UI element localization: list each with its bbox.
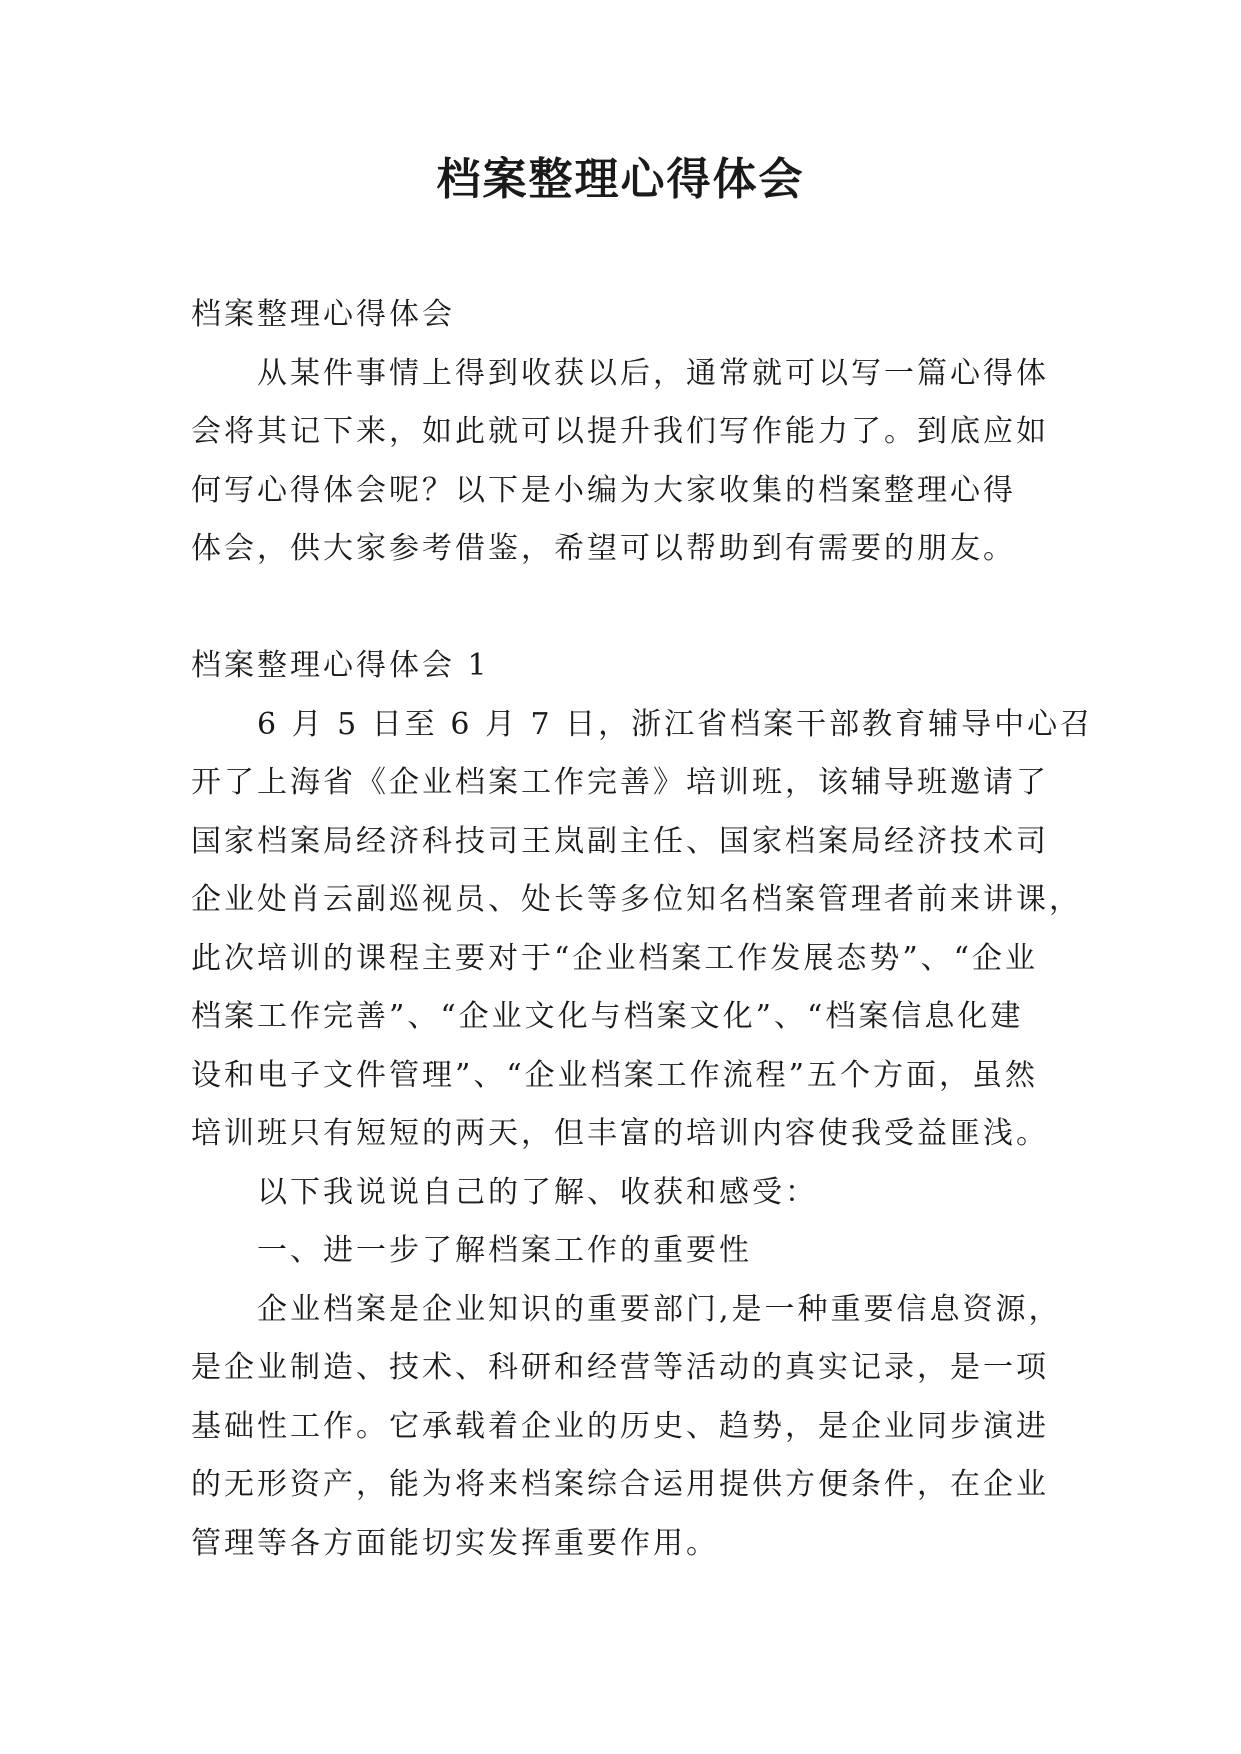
section1-paragraph1-line: 此次培训的课程主要对于“企业档案工作发展态势”、“企业 (191, 940, 1039, 976)
intro-line: 体会，供大家参考借鉴，希望可以帮助到有需要的朋友。 (191, 531, 1016, 566)
intro-line: 从某件事情上得到收获以后，通常就可以写一篇心得体 (257, 355, 1049, 391)
document-title: 档案整理心得体会 (436, 154, 805, 205)
section1-paragraph1-line: 培训班只有短短的两天，但丰富的培训内容使我受益匪浅。 (191, 1116, 1049, 1151)
section1-paragraph1-line: 企业处肖云副巡视员、处长等多位知名档案管理者前来讲课， (191, 882, 1082, 917)
section1-paragraph3-line: 是企业制造、技术、科研和经营等活动的真实记录，是一项 (191, 1350, 1049, 1385)
section1-paragraph3-line: 管理等各方面能切实发挥重要作用。 (191, 1525, 719, 1561)
intro-line: 会将其记下来，如此就可以提升我们写作能力了。到底应如 (191, 414, 1049, 449)
section1-subheading: 一、进一步了解档案工作的重要性 (257, 1233, 752, 1268)
section1-paragraph2: 以下我说说自己的了解、收获和感受： (257, 1174, 818, 1210)
section1-heading: 档案整理心得体会 1 (191, 648, 490, 683)
section1-paragraph1-line: 开了上海省《企业档案工作完善》培训班，该辅导班邀请了 (191, 765, 1049, 800)
section1-paragraph1-line: 国家档案局经济科技司王岚副主任、国家档案局经济技术司 (191, 823, 1049, 859)
intro-heading: 档案整理心得体会 (191, 297, 455, 332)
section1-paragraph1-line: 设和电子文件管理”、“企业档案工作流程”五个方面，虽然 (191, 1057, 1039, 1093)
section1-paragraph3-line: 基础性工作。它承载着企业的历史、趋势，是企业同步演进 (191, 1408, 1049, 1444)
section1-paragraph1-line: 6 月 5 日至 6 月 7 日，浙江省档案干部教育辅导中心召 (257, 706, 1094, 742)
section1-paragraph3-line: 企业档案是企业知识的重要部门,是一种重要信息资源， (257, 1291, 1062, 1327)
section1-paragraph3-line: 的无形资产，能为将来档案综合运用提供方便条件，在企业 (191, 1467, 1049, 1502)
section1-paragraph1-line: 档案工作完善”、“企业文化与档案文化”、“档案信息化建 (191, 999, 1024, 1034)
document-body (191, 286, 1094, 1573)
intro-line: 何写心得体会呢？以下是小编为大家收集的档案整理心得 (191, 472, 1016, 508)
paragraph-gap (191, 579, 1057, 638)
